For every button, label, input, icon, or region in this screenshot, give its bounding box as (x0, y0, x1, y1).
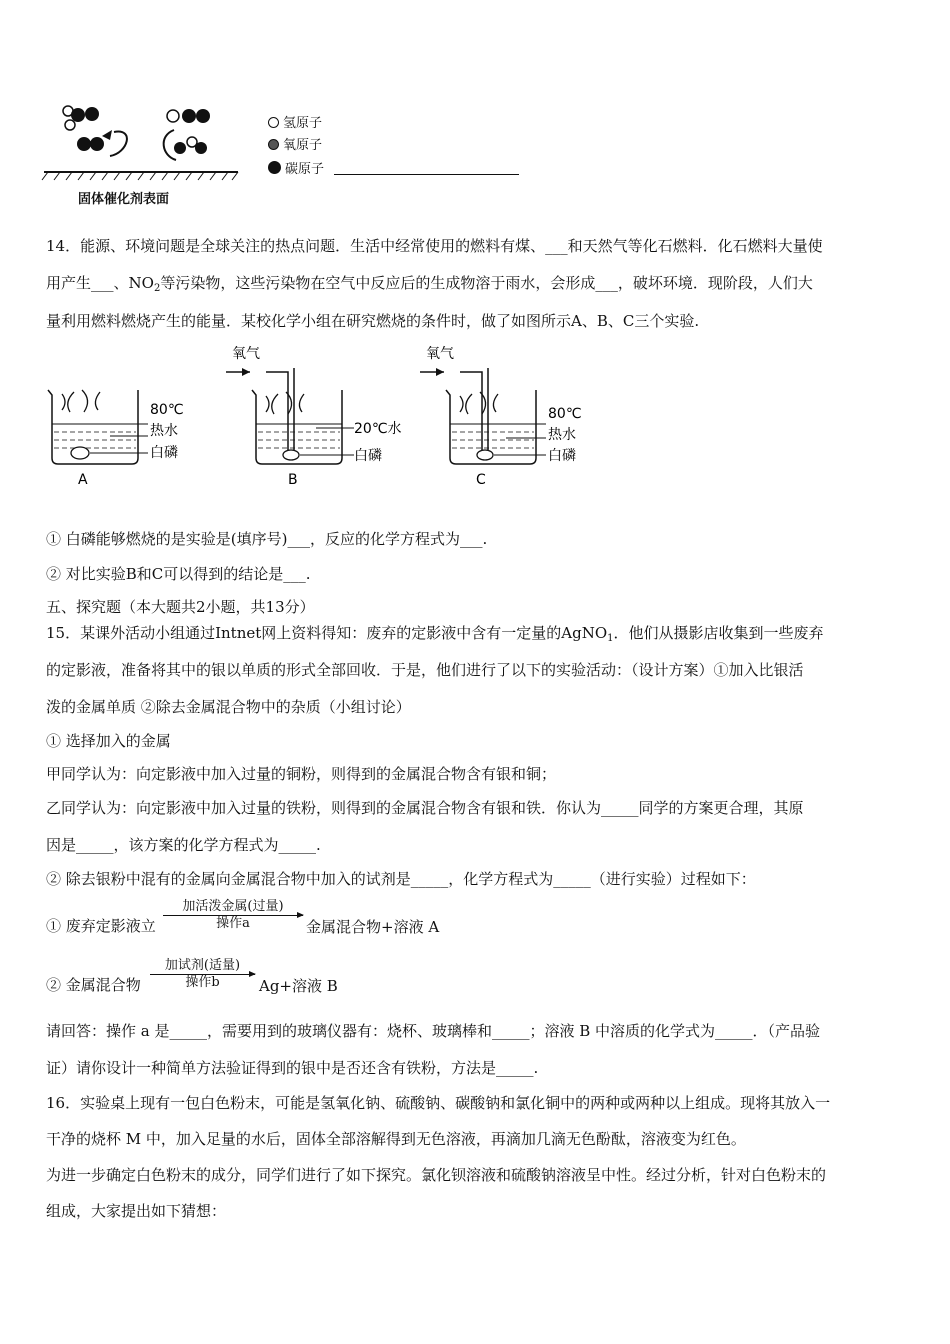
q15-line1: 15．某课外活动小组通过Intnet网上资料得知：废弃的定影液中含有一定量的AgNO$_1$．他们从摄影店收集到一些废弃 (46, 624, 824, 644)
legend-oxygen: 氧原子 (268, 138, 322, 154)
q15-line8: ② 除去银粉中混有的金属向金属混合物中加入的试剂是_____，化学方程式为_____（进行实验）过程如下： (46, 870, 756, 888)
combustion-experiment-figure (40, 340, 600, 495)
legend-hydrogen: 氢原子 (268, 116, 322, 132)
svg-text:白磷: 白磷 (150, 445, 178, 461)
q14-line3: 量利用燃料燃烧产生的能量．某校化学小组在研究燃烧的条件时，做了如图所示A、B、C三个实验. (46, 312, 700, 330)
reaction-arrow-icon (163, 915, 303, 916)
q15-line7: 因是_____，该方案的化学方程式为_____. (46, 836, 321, 854)
svg-text:氧气: 氧气 (232, 346, 260, 362)
molecule-right (167, 109, 210, 123)
hydrogen-atom-icon (268, 117, 279, 128)
q15-step1-arrow: 加活泼金属(过量) 操作a (163, 899, 303, 932)
q14-sub1: ① 白磷能够燃烧的是实验是(填序号)___，反应的化学方程式为___. (46, 530, 488, 548)
q15-line3: 泼的金属单质 ②除去金属混合物中的杂质（小组讨论） (46, 698, 411, 716)
beaker-b (252, 368, 354, 464)
svg-text:B: B (288, 472, 298, 488)
svg-text:热水: 热水 (548, 427, 576, 443)
svg-text:C: C (476, 472, 486, 488)
carbon-atom-icon (268, 161, 281, 174)
reaction-arrow-icon (150, 974, 255, 975)
q14-line2: 用产生___、$NO_2$等污染物，这些污染物在空气中反应后的生成物溶于雨水，会形成___，破坏环境．现阶段，人们大 (46, 274, 813, 294)
q14-line1: 14．能源、环境问题是全球关注的热点问题．生活中经常使用的燃料有煤、___和天然气等化石燃料．化石燃料大量使 (46, 237, 823, 255)
q16-line3: 为进一步确定白色粉末的成分，同学们进行了如下探究。氯化钡溶液和硫酸钠溶液呈中性。经过分析，针对白色粉末的 (46, 1166, 827, 1184)
q15-step2-left: ② 金属混合物 (46, 976, 141, 994)
q15-line10: 证）请你设计一种简单方法验证得到的银中是否还含有铁粉，方法是_____. (46, 1059, 539, 1077)
catalyst-surface-label: 固体催化剂表面 (78, 192, 170, 207)
svg-text:白磷: 白磷 (354, 448, 382, 464)
q15-step2-right: Ag+溶液 B (259, 977, 338, 995)
q15-step2-arrow: 加试剂(适量) 操作b (150, 958, 255, 991)
beaker-c (446, 368, 546, 464)
q14-sub2: ② 对比实验B和C可以得到的结论是___. (46, 565, 311, 583)
q16-line4: 组成，大家提出如下猜想： (46, 1202, 227, 1220)
svg-text:20℃水: 20℃水 (354, 421, 402, 437)
answer-blank (334, 160, 519, 175)
q15-line9: 请回答：操作 a 是_____，需要用到的玻璃仪器有：烧杯、玻璃棒和_____；溶液 B 中溶质的化学式为_____．（产品验 (46, 1022, 821, 1040)
q15-line2: 的定影液，准备将其中的银以单质的形式全部回收．于是，他们进行了以下的实验活动：（设计方案）①加入比银活 (46, 661, 804, 679)
svg-text:白磷: 白磷 (548, 448, 576, 464)
svg-text:热水: 热水 (150, 423, 178, 439)
q16-line1: 16．实验桌上现有一包白色粉末，可能是氢氧化钠、硫酸钠、碳酸钠和氯化铜中的两种或两种以上组成。现将其放入一 (46, 1094, 831, 1112)
beaker-a (48, 390, 148, 464)
section-title: 五、探究题（本大题共2小题，共13分） (46, 598, 315, 616)
svg-text:80℃: 80℃ (150, 402, 184, 418)
q15-step1-right: 金属混合物+溶液 A (306, 918, 440, 936)
q15-step1-left: ① 废弃定影液立 (46, 917, 156, 935)
svg-text:80℃: 80℃ (548, 406, 582, 422)
legend-carbon: 碳原子 (268, 160, 519, 178)
molecule-left (63, 106, 99, 130)
q15-line4: ① 选择加入的金属 (46, 732, 171, 750)
svg-text:氧气: 氧气 (426, 346, 454, 362)
svg-text:A: A (78, 472, 88, 488)
q15-line6: 乙同学认为：向定影液中加入过量的铁粉，则得到的金属混合物含有银和铁．你认为_____同学的方案更合理，其原 (46, 799, 804, 817)
oxygen-atom-icon (268, 139, 279, 150)
q16-line2: 干净的烧杯 M 中，加入足量的水后，固体全部溶解得到无色溶液，再滴加几滴无色酚酞，溶液变为红色。 (46, 1130, 746, 1148)
q15-line5: 甲同学认为：向定影液中加入过量的铜粉，则得到的金属混合物含有银和铜； (46, 765, 557, 783)
